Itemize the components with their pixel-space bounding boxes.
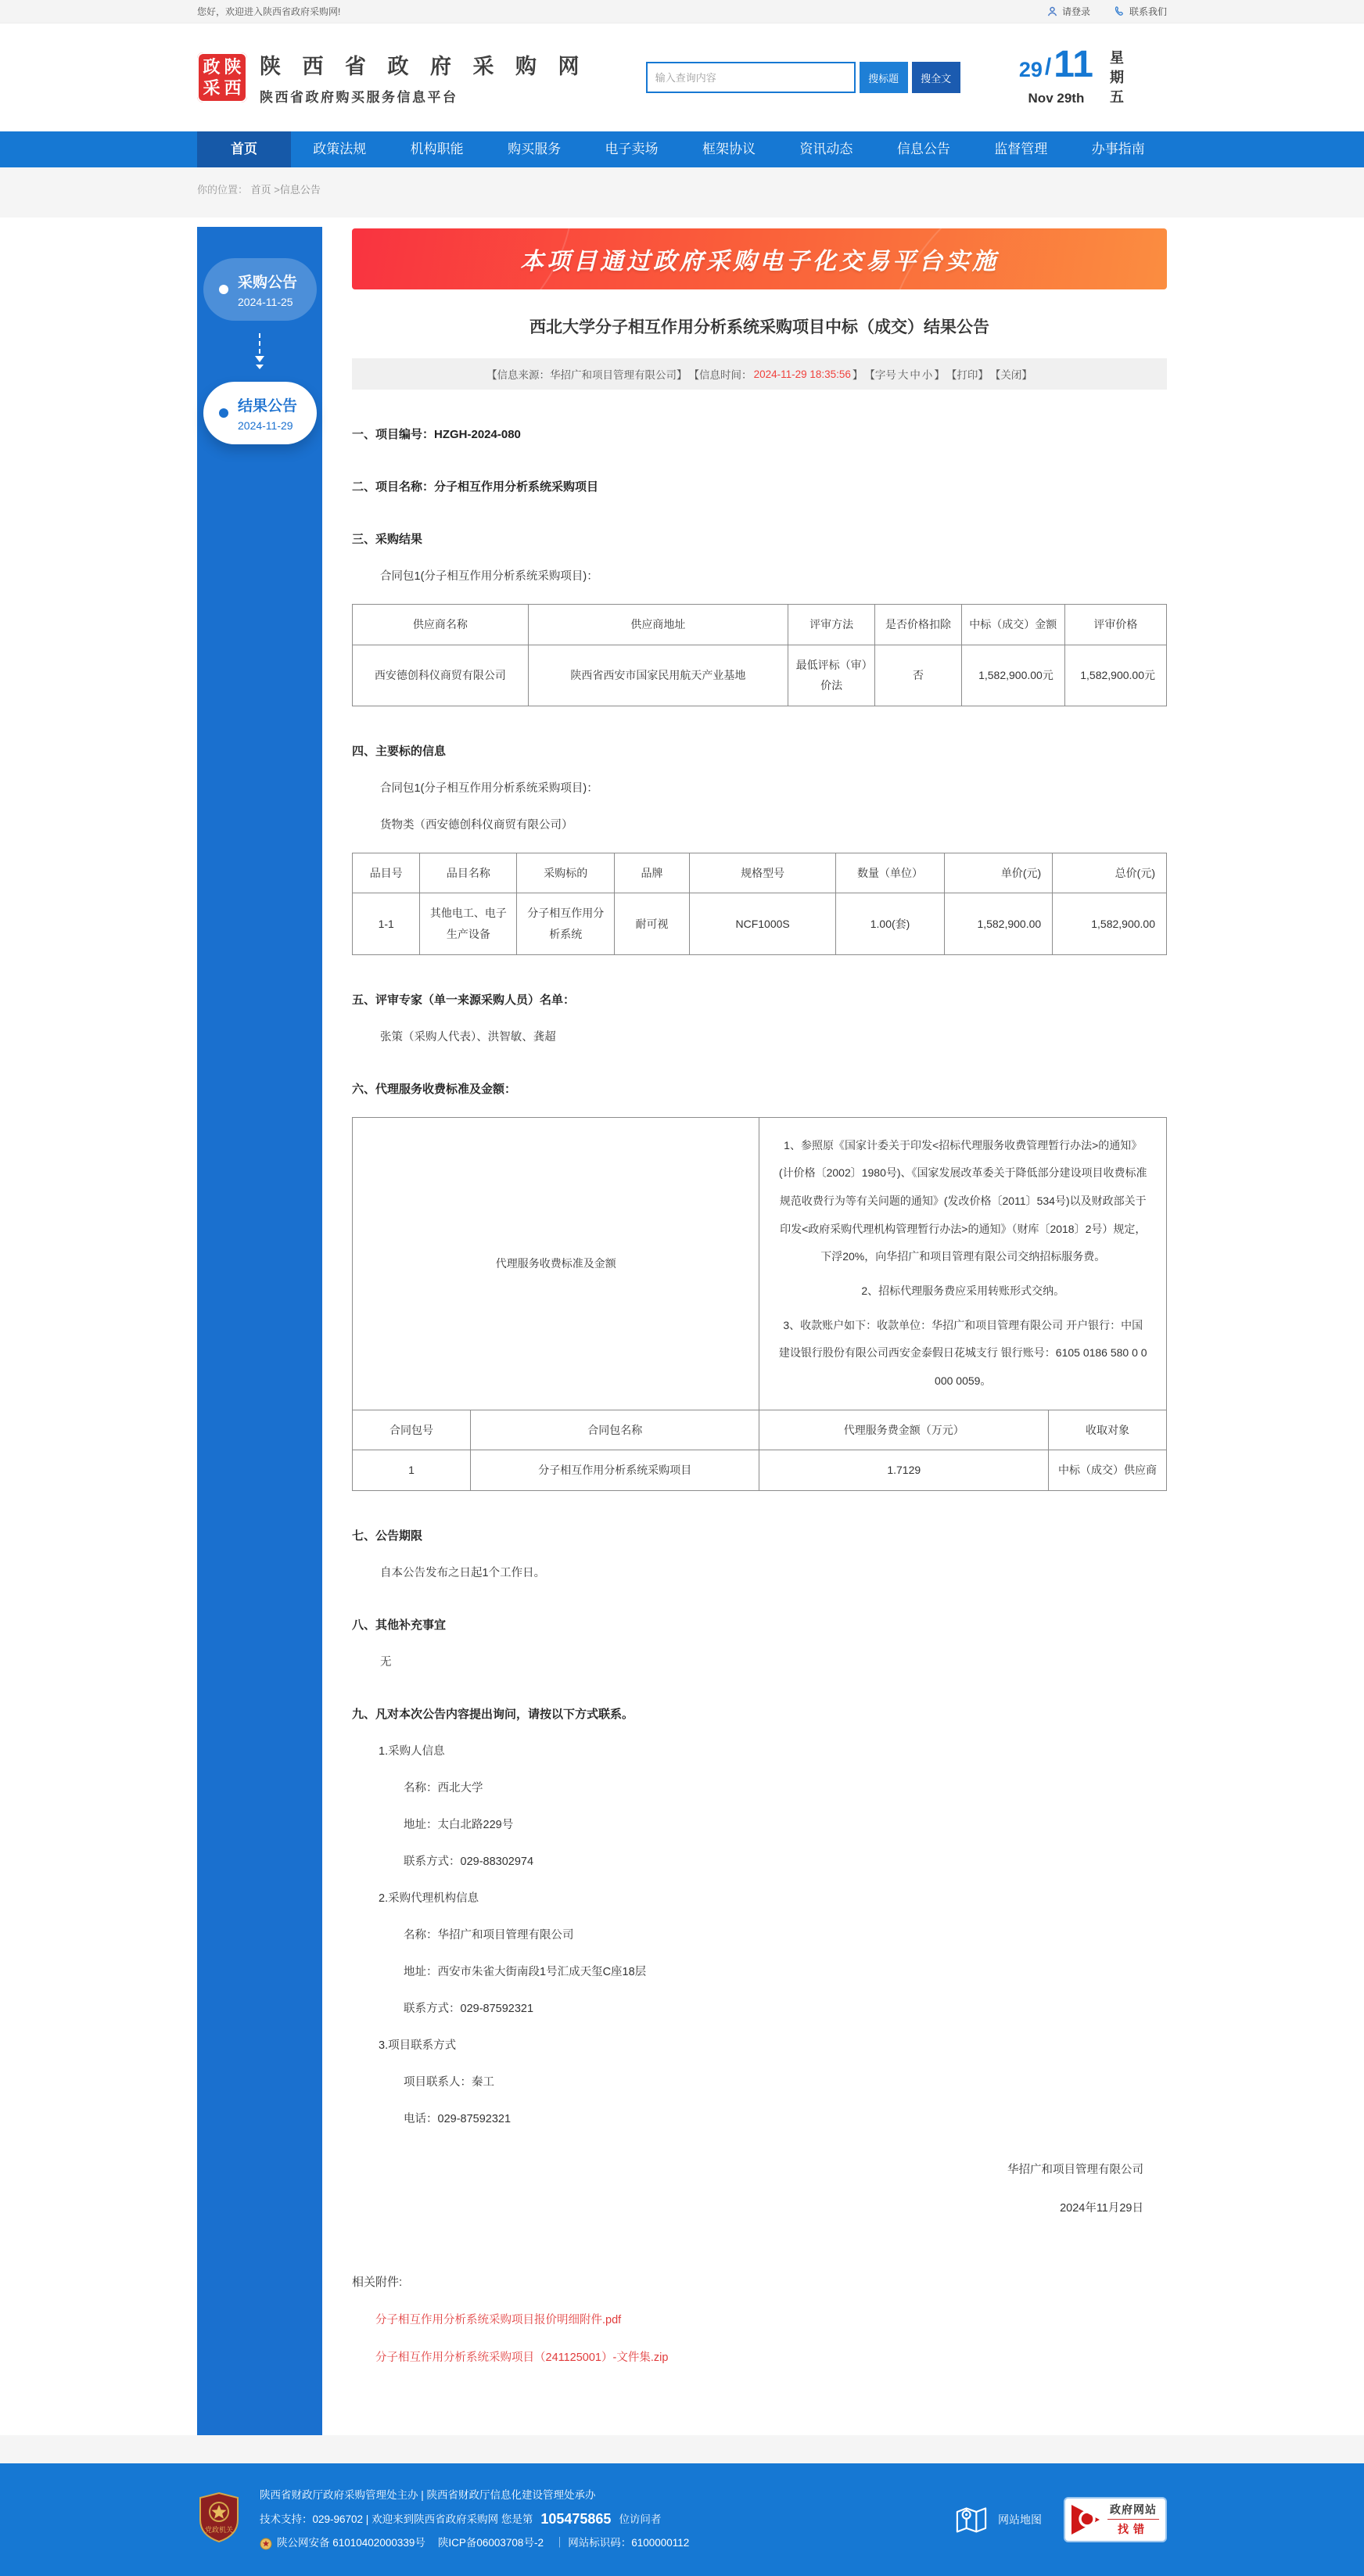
sitemap-link[interactable]: 网站地图 — [954, 2505, 1042, 2535]
agency-fee-table — [352, 1117, 1167, 1491]
visitor-count: 105475865 — [540, 2511, 612, 2527]
other-text: 无 — [380, 1655, 392, 1669]
notice-period-text: 自本公告发布之日起1个工作日。 — [380, 1566, 546, 1579]
fee-standard-label: 代理服务收费标准及金额 — [353, 1117, 759, 1410]
site-footer — [0, 2463, 1364, 2576]
contact-line: 3.项目联系方式 — [379, 2039, 457, 2052]
section-9-contacts: 九、凡对本次公告内容提出询问，请按以下方式联系。 — [352, 1707, 634, 1721]
table-header-row: 品目号 品目名称 采购标的 品牌 规格型号 数量（单位） 单价(元) 总价(元) — [353, 853, 1167, 893]
signoff — [352, 2161, 1167, 2215]
user-icon — [1046, 5, 1058, 17]
welcome-text: 您好，欢迎进入陕西省政府采购网! — [197, 6, 341, 17]
search-input[interactable] — [646, 62, 856, 93]
top-utility-bar — [0, 0, 1364, 23]
fee-standard-row — [353, 1117, 1167, 1410]
search-title-button[interactable]: 搜标题 — [860, 62, 908, 93]
supplier-result-table — [352, 604, 1167, 706]
login-link[interactable]: 请登录 — [1046, 5, 1090, 18]
beian-icp-link[interactable]: 陕ICP备06003708号-2 — [437, 2537, 544, 2549]
nav-item-news[interactable]: 资讯动态 — [799, 142, 853, 156]
contact-line: 2.采购代理机构信息 — [379, 1892, 479, 1905]
nav-item-guide[interactable]: 办事指南 — [1091, 142, 1145, 156]
signoff-date: 2024年11月29日 — [1060, 2201, 1143, 2215]
announcement-article — [352, 217, 1167, 2435]
timeline-step-result-notice[interactable]: 结果公告 2024-11-29 — [203, 382, 317, 444]
page-title: 西北大学分子相互作用分析系统采购项目中标（成交）结果公告 — [529, 318, 989, 336]
section-4-subject-info: 四、主要标的信息 — [352, 744, 447, 758]
sitemap-map-icon — [954, 2505, 989, 2535]
site-id-code: ｜ 网站标识码：6100000112 — [554, 2537, 690, 2549]
main-nav — [0, 131, 1364, 167]
date-month: 11 — [1054, 43, 1093, 85]
breadcrumb-strip — [0, 167, 1364, 217]
date-english: Nov 29th — [1028, 90, 1085, 106]
e-trading-platform-banner: 本项目通过政府采购电子化交易平台实施 — [352, 228, 1167, 289]
article-meta-bar: 【信息来源：华招广和项目管理有限公司】 【信息时间： 2024-11-29 18:35:56 】 【字号 大 中 小 】 【打印】 【关闭】 — [352, 358, 1167, 390]
contract-package-line: 合同包1(分子相互作用分析系统采购项目)： — [380, 570, 598, 583]
public-security-badge-icon — [260, 2538, 272, 2550]
nav-item-policies[interactable]: 政策法规 — [313, 142, 367, 156]
contract-package-line: 合同包1(分子相互作用分析系统采购项目)： — [380, 781, 598, 795]
close-button[interactable]: 【关闭】 — [989, 369, 1032, 381]
print-button[interactable]: 【打印】 — [946, 369, 989, 381]
timeline-arrow-icon — [197, 321, 322, 382]
breadcrumb-current[interactable]: 信息公告 — [279, 184, 321, 196]
site-logo: 政 陕 采 西 — [197, 52, 247, 102]
date-widget: 29 / 11 Nov 29th 星期五 — [1019, 47, 1167, 109]
section-5-experts: 五、评审专家（单一来源采购人员）名单： — [352, 993, 576, 1007]
attachment-pdf-link[interactable]: 分子相互作用分析系统采购项目报价明细附件.pdf — [375, 2313, 622, 2326]
site-header — [0, 23, 1364, 131]
font-size-medium[interactable]: 中 — [910, 369, 921, 381]
footer-organizer-line: 陕西省财政厅政府采购管理处主办 | 陕西省财政厅信息化建设管理处承办 — [260, 2489, 596, 2502]
breadcrumb-home[interactable]: 首页 — [250, 184, 271, 196]
contact-line: 联系方式：029-88302974 — [404, 1855, 534, 1868]
date-weekday: 星期五 — [1108, 49, 1124, 109]
section-8-other: 八、其他补充事宜 — [352, 1618, 447, 1632]
contact-line: 地址：西安市朱雀大街南段1号汇成天玺C座18层 — [404, 1965, 647, 1978]
nav-item-e-market[interactable]: 电子卖场 — [605, 142, 659, 156]
step-dot — [219, 285, 228, 294]
site-brand — [197, 49, 587, 106]
breadcrumb: 你的位置： 首页 >信息公告 — [197, 184, 321, 196]
info-time: 2024-11-29 18:35:56 — [753, 368, 851, 380]
contact-line: 1.采购人信息 — [379, 1744, 445, 1758]
attachment-zip-link[interactable]: 分子相互作用分析系统采购项目（241125001）-文件集.zip — [375, 2351, 669, 2364]
nav-item-supervision[interactable]: 监督管理 — [994, 142, 1048, 156]
table-row: 1 分子相互作用分析系统采购项目 1.7129 中标（成交）供应商 — [353, 1450, 1167, 1491]
government-emblem-icon — [197, 2492, 241, 2547]
contact-line: 名称：西北大学 — [404, 1781, 483, 1795]
subject-detail-table — [352, 853, 1167, 955]
phone-icon — [1114, 5, 1125, 17]
table-row: 西安德创科仪商贸有限公司 陕西省西安市国家民用航天产业基地 最低评标（审）价法 否 1,582,900.00元 1,582,900.00元 — [353, 645, 1167, 706]
beian-gongan-link[interactable]: 陕公网安备 61010402000339号 — [277, 2537, 425, 2549]
goods-category-line: 货物类（西安德创科仪商贸有限公司） — [380, 818, 573, 832]
section-1-project-number: 一、项目编号：HZGH-2024-080 — [352, 428, 521, 441]
footer-visitor-line: 技术支持：029-96702 | 欢迎来到陕西省政府采购网 您是第 105475865 位访问者 — [260, 2509, 689, 2530]
announcement-timeline-sidebar — [197, 227, 322, 2435]
table-row: 1-1 其他电工、电子生产设备 分子相互作用分析系统 耐可视 NCF1000S 1.00(套) 1,582,900.00 1,582,900.00 — [353, 893, 1167, 954]
date-day: 29 — [1018, 57, 1043, 81]
contact-line: 电话：029-87592321 — [404, 2112, 512, 2125]
nav-item-purchase-services[interactable]: 购买服务 — [508, 142, 562, 156]
site-subtitle: 陕西省政府购买服务信息平台 — [260, 90, 458, 105]
nav-item-announcements[interactable]: 信息公告 — [896, 142, 950, 156]
contact-line: 地址：太白北路229号 — [404, 1818, 514, 1831]
timeline-step-procurement-notice[interactable]: 采购公告 2024-11-25 — [203, 258, 317, 321]
site-title: 陕 西 省 政 府 采 购 网 — [260, 55, 587, 78]
contact-line: 项目联系人：秦工 — [404, 2075, 494, 2089]
attachments-label: 相关附件: — [352, 2275, 403, 2289]
font-size-large[interactable]: 大 — [897, 369, 909, 381]
nav-item-home[interactable]: 首页 — [197, 131, 291, 167]
search-box — [646, 62, 960, 93]
info-source: 【信息来源：华招广和项目管理有限公司】 — [486, 369, 687, 381]
table-header-row: 供应商名称 供应商地址 评审方法 是否价格扣除 中标（成交）金额 评审价格 — [353, 605, 1167, 645]
search-fulltext-button[interactable]: 搜全文 — [912, 62, 960, 93]
gov-site-error-report-badge[interactable]: 政府网站 找错 — [1064, 2497, 1167, 2542]
nav-item-functions[interactable]: 机构职能 — [410, 142, 464, 156]
signoff-company: 华招广和项目管理有限公司 — [1007, 2163, 1143, 2176]
attachments — [352, 2273, 1167, 2365]
nav-item-framework[interactable]: 框架协议 — [702, 142, 756, 156]
fee-standard-text: 1、参照原《国家计委关于印发<招标代理服务收费管理暂行办法>的通知》(计价格〔2002〕1980号)、《国家发展改革委关于降低部分建设项目收费标准规范收费行为等有关问题的通知》(发改价格〔2011〕534号)以及财政部关于印发<政府采购代理机构管理暂行办法>的通知》（财库〔2018〕2号）规定，下浮20%，向华招广和项目管理有限公司交纳招标服务费。 2、招标代理服务费应采用转账形式交纳。 3、收款账户如下：收款单位：华招广和项目管理有限公司 开户银行：中国建设银行股份有限公司西安金泰假日花城支行 银行账号：6105 0186 580 0 0000 0059。 — [759, 1117, 1167, 1410]
footer-gap — [0, 2435, 1364, 2463]
footer-beian-line — [260, 2535, 689, 2551]
section-2-project-name: 二、项目名称：分子相互作用分析系统采购项目 — [352, 480, 599, 494]
section-3-result: 三、采购结果 — [352, 533, 423, 546]
section-7-notice-period: 七、公告期限 — [352, 1529, 423, 1543]
error-report-logo-icon — [1068, 2502, 1103, 2538]
table-header-row: 合同包号 合同包名称 代理服务费金额（万元） 收取对象 — [353, 1410, 1167, 1450]
page-body — [0, 217, 1364, 2435]
contact-line: 联系方式：029-87592321 — [404, 2002, 534, 2015]
contact-line: 名称：华招广和项目管理有限公司 — [404, 1928, 574, 1942]
experts-names: 张策（采购人代表）、洪智敏、龚超 — [380, 1030, 556, 1044]
contact-link[interactable]: 联系我们 — [1114, 5, 1167, 18]
step-dot — [219, 408, 228, 418]
font-size-small[interactable]: 小 — [921, 369, 933, 381]
svg-text:党政机关: 党政机关 — [204, 2526, 234, 2535]
section-6-agency-fee: 六、代理服务收费标准及金额： — [352, 1082, 517, 1096]
